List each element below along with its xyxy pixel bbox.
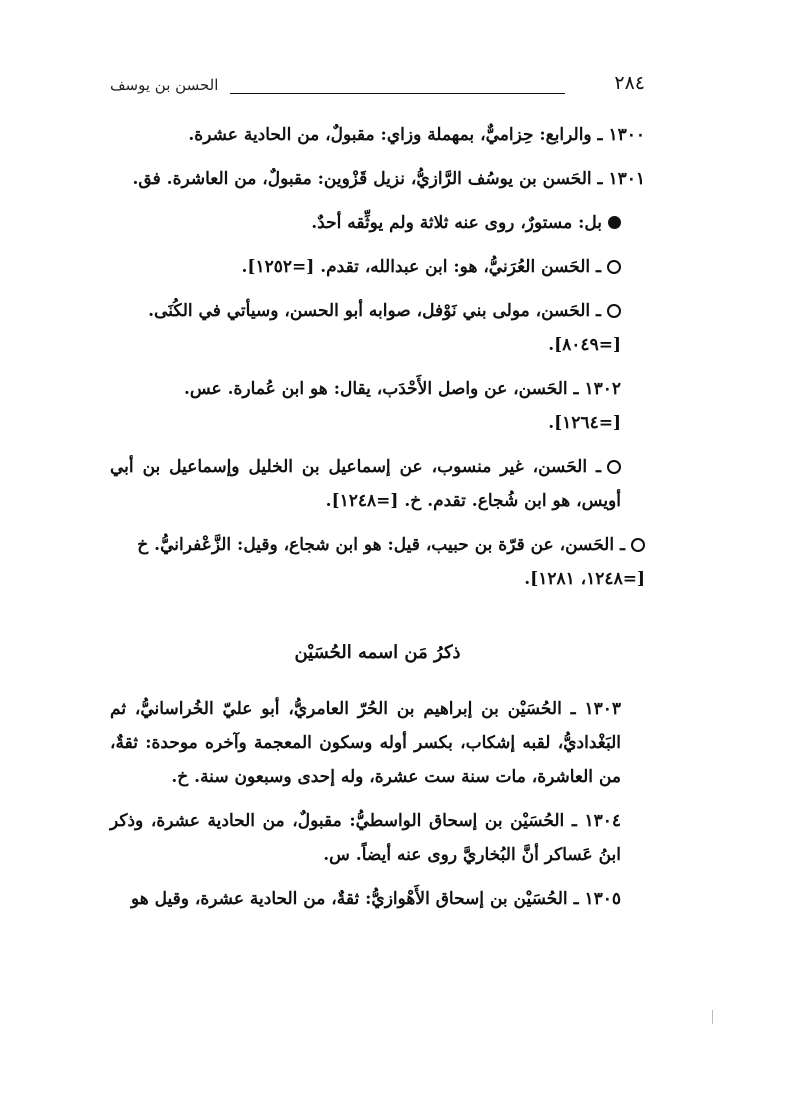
crossref-urani-text: ـ الحَسن العُرَنيُّ، هو: ابن عبدالله، تقدم. [=١٢٥٢]. — [241, 257, 601, 277]
page-body — [110, 118, 645, 926]
header-rule — [230, 93, 565, 94]
page-header — [110, 72, 645, 102]
entry-1304: ١٣٠٤ ـ الحُسَيْن بن إسحاق الواسطيُّ: مقبولٌ، من الحادية عشرة، وذكر ابنُ عَساكر أنَّ البُخاريَّ روى عنه أيضاً. س. — [110, 811, 621, 865]
crossref-ghayr — [110, 450, 645, 518]
crossref-qurra-ref: [=١٢٤٨، ١٢٨١]. — [524, 569, 645, 589]
crossref-qurra — [110, 528, 645, 596]
scan-artifact — [712, 1010, 713, 1024]
hollow-circle-icon — [607, 304, 621, 318]
note-bl-text: بل: مستورٌ، روى عنه ثلاثة ولم يوثِّقه أحدٌ. — [311, 213, 602, 233]
entry-1302 — [110, 372, 645, 440]
running-title: الحسن بن يوسف — [110, 76, 219, 94]
entry-1302-ref: [=١٢٦٤]. — [548, 413, 621, 433]
hollow-circle-icon — [607, 260, 621, 274]
crossref-urani — [110, 250, 645, 284]
note-bl — [110, 206, 645, 240]
entry-1300: ١٣٠٠ ـ والرابع: حِزاميٌّ، بمهملة وزاي: مقبولٌ، من الحادية عشرة. — [188, 125, 645, 145]
entry-1305: ١٣٠٥ ـ الحُسَيْن بن إسحاق الأَهْوازيُّ: ثقةٌ، من الحادية عشرة، وقيل هو — [130, 889, 621, 909]
filled-circle-icon — [608, 216, 621, 229]
crossref-nawfal — [110, 294, 645, 362]
entry-1301: ١٣٠١ ـ الحَسن بن يوسُف الرَّازيُّ، نزيل قَزْوين: مقبولٌ، من العاشرة. فق. — [132, 169, 645, 189]
section-heading: ذكرُ مَن اسمه الحُسَيْن — [294, 642, 461, 663]
crossref-nawfal-text: ـ الحَسن، مولى بني نَوْفل، صوابه أبو الحسن، وسيأتي في الكُنَى. — [148, 301, 601, 321]
page-number: ٢٨٤ — [614, 72, 645, 94]
hollow-circle-icon — [631, 538, 645, 552]
crossref-ghayr-text: ـ الحَسن، غير منسوب، عن إسماعيل بن الخليل وإسماعيل بن أبي أويس، هو ابن شُجاع. تقدم. خ. [=١٢٤٨]. — [110, 457, 621, 511]
crossref-nawfal-ref: [=٨٠٤٩]. — [548, 335, 621, 355]
crossref-qurra-text: ـ الحَسن، عن قرّة بن حبيب، قيل: هو ابن شجاع، وقيل: الزَّعْفرانيُّ. خ — [137, 535, 625, 555]
entry-1303: ١٣٠٣ ـ الحُسَيْن بن إبراهيم بن الحُرّ العامريُّ، أبو عليّ الخُراسانيُّ، ثم البَغْداديُّ، لقبه إشكاب، بكسر أوله وسكون المعجمة وآخره موحدة: ثقةٌ، من العاشرة، مات سنة ست عشرة، وله إحدى وسبعون سنة. خ. — [110, 699, 621, 787]
entry-1302-text: ١٣٠٢ ـ الحَسن، عن واصل الأَحْدَب، يقال: هو ابن عُمارة. عس. — [183, 379, 621, 399]
hollow-circle-icon — [607, 460, 621, 474]
